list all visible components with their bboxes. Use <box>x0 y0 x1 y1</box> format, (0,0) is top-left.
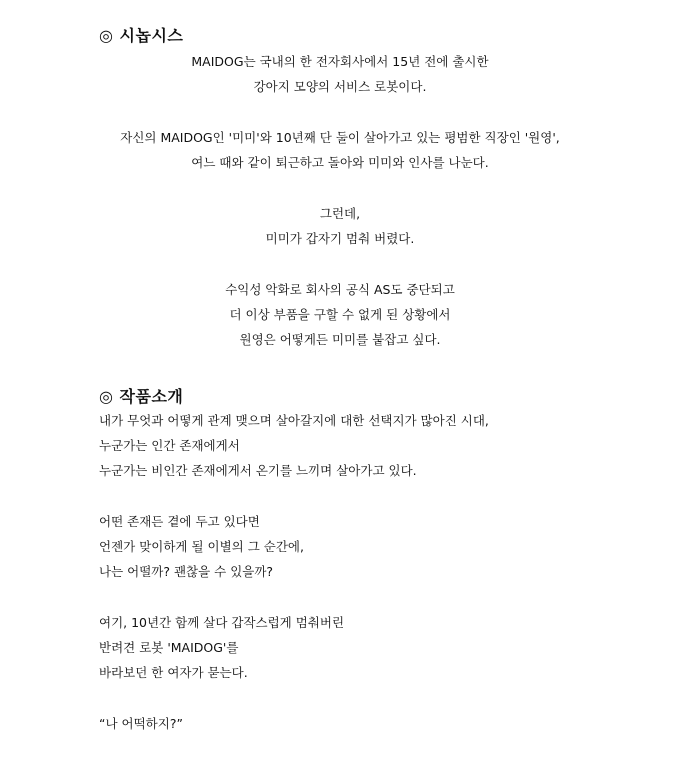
synopsis-line: 그런데, <box>319 206 361 221</box>
intro-line: 언젠가 맞이하게 될 이별의 그 순간에, <box>99 539 304 554</box>
intro-line: 어떤 존재든 곁에 두고 있다면 <box>99 514 260 529</box>
intro-line: 나는 어떨까? 괜찮을 수 있을까? <box>99 564 274 579</box>
intro-line: 여기, 10년간 함께 살다 갑작스럽게 멈춰버린 <box>99 615 345 630</box>
intro-line: 내가 무엇과 어떻게 관계 맺으며 살아갈지에 대한 선택지가 많아진 시대, <box>99 413 489 428</box>
intro-line: 누군가는 인간 존재에게서 <box>99 438 240 453</box>
synopsis-line: 미미가 갑자기 멈춰 버렸다. <box>265 231 415 246</box>
synopsis-line: 여느 때와 같이 퇴근하고 돌아와 미미와 인사를 나눈다. <box>191 155 489 170</box>
synopsis-heading: ◎ 시놉시스 <box>99 26 184 45</box>
synopsis-line: 원영은 어떻게든 미미를 붙잡고 싶다. <box>239 332 441 347</box>
intro-line: “나 어떡하지?” <box>99 716 183 731</box>
synopsis-line: 더 이상 부품을 구할 수 없게 된 상황에서 <box>229 307 451 322</box>
synopsis-line: 수익성 악화로 회사의 공식 AS도 중단되고 <box>225 282 455 297</box>
intro-line: 바라보던 한 여자가 묻는다. <box>99 665 248 680</box>
intro-line: 누군가는 비인간 존재에게서 온기를 느끼며 살아가고 있다. <box>99 463 417 478</box>
synopsis-line: 강아지 모양의 서비스 로봇이다. <box>253 79 427 94</box>
intro-line: 반려견 로봇 'MAIDOG'를 <box>99 640 239 655</box>
synopsis-line: 자신의 MAIDOG인 '미미'와 10년째 단 둘이 살아가고 있는 평범한 직장인 '원영', <box>120 130 560 145</box>
synopsis-line: MAIDOG는 국내의 한 전자회사에서 15년 전에 출시한 <box>191 54 489 69</box>
intro-heading: ◎ 작품소개 <box>99 387 184 406</box>
